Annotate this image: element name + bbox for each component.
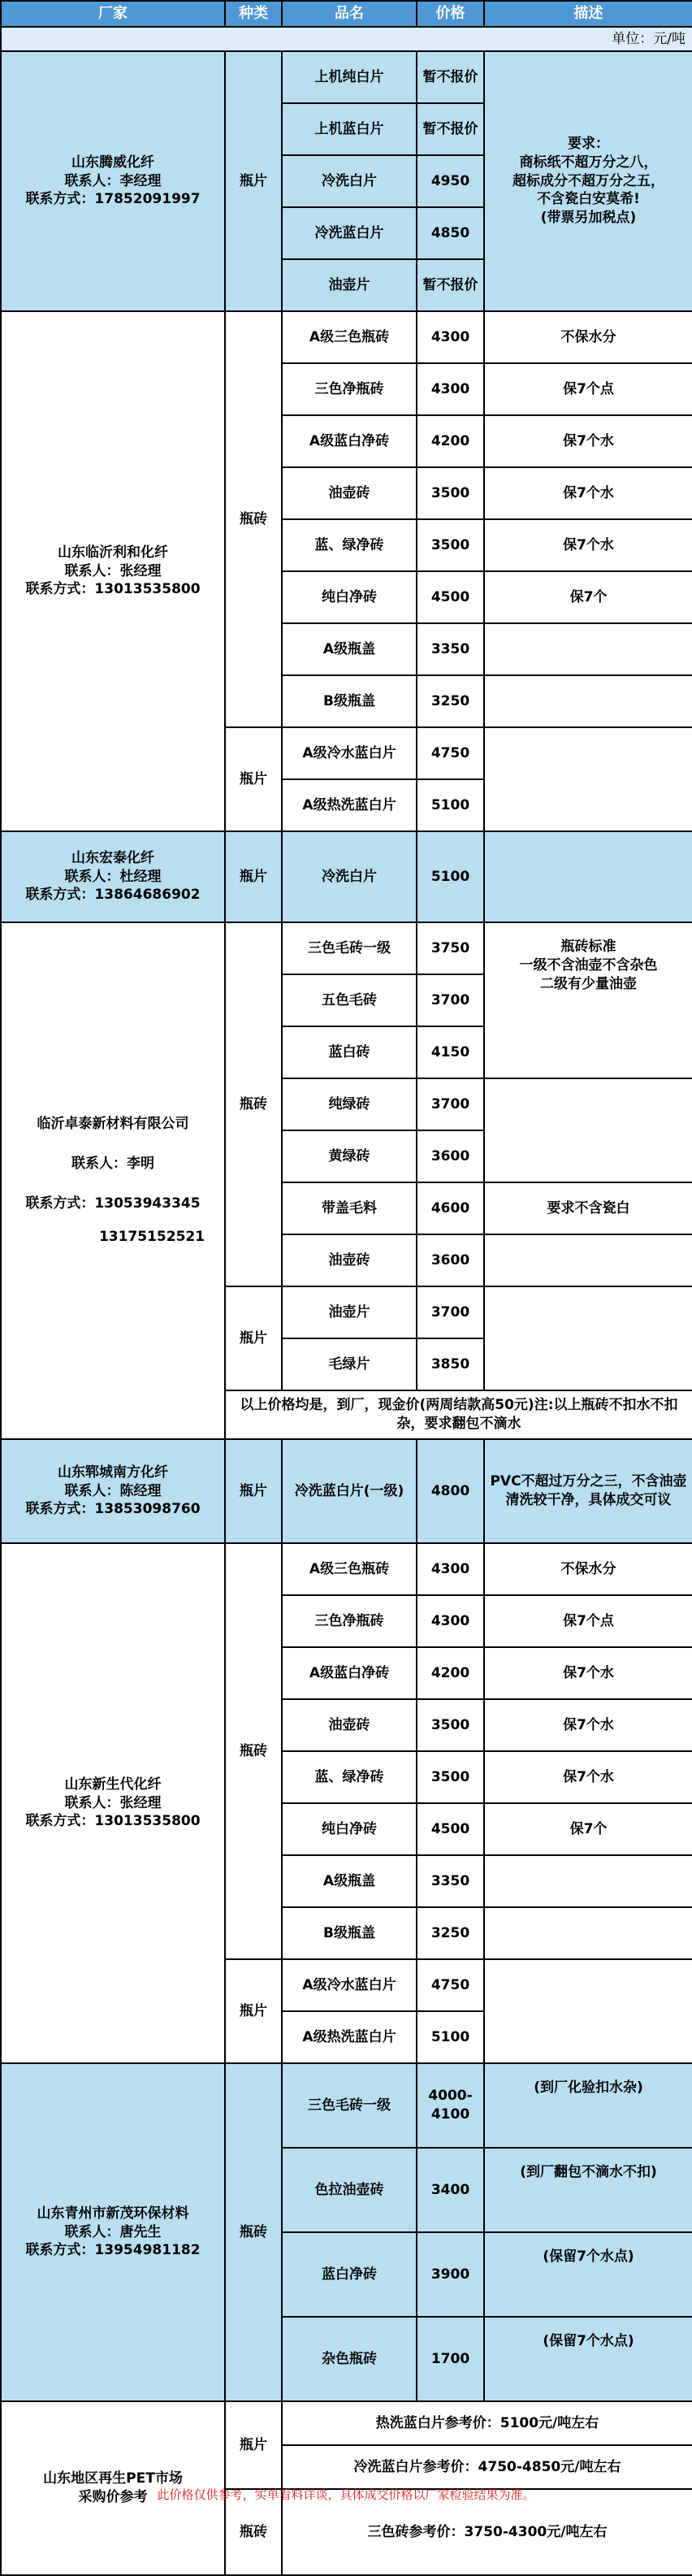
product-price: 4500	[417, 571, 484, 623]
product-price: 3350	[417, 1855, 484, 1907]
type-cell: 瓶砖	[225, 2489, 282, 2575]
product-price: 3600	[417, 1130, 484, 1182]
product-price: 3400	[417, 2148, 484, 2232]
product-price: 暂不报价	[417, 103, 484, 155]
product-desc: 保7个水	[484, 519, 692, 571]
product-price: 3700	[417, 1286, 484, 1338]
product-name: 油壶砖	[282, 1699, 417, 1751]
type-cell: 瓶片	[225, 727, 282, 831]
footer-disclaimer: 此价格仅供参考，实单看料详谈，具体成交价格以厂家检验结果为准。	[157, 2487, 535, 2502]
product-desc: 保7个水	[484, 1699, 692, 1751]
product-desc: 保7个水	[484, 467, 692, 519]
product-price: 3850	[417, 1338, 484, 1390]
product-name: A级冷水蓝白片	[282, 1959, 417, 2011]
product-desc-empty	[484, 1286, 692, 1390]
product-desc-empty	[484, 727, 692, 831]
product-name: A级热洗蓝白片	[282, 779, 417, 831]
header-row	[1, 1, 692, 27]
product-name: 油壶片	[282, 259, 417, 311]
product-price: 3700	[417, 1078, 484, 1130]
product-desc-empty	[484, 1959, 692, 2063]
product-name: 色拉油壶砖	[282, 2148, 417, 2232]
factory-tengwei: 山东腾威化纤 联系人：李经理 联系方式：17852091997	[1, 51, 225, 311]
product-price: 4800	[417, 1439, 484, 1543]
product-name: 蓝、绿净砖	[282, 1751, 417, 1803]
factory-xinmao: 山东青州市新茂环保材料 联系人：唐先生 联系方式：13954981182	[1, 2063, 225, 2401]
type-cell: 瓶片	[225, 2401, 282, 2489]
product-name: 冷洗蓝白片	[282, 207, 417, 259]
product-price: 4200	[417, 1647, 484, 1699]
market-line: 热洗蓝白片参考价：5100元/吨左右	[282, 2401, 692, 2445]
product-price: 4750	[417, 1959, 484, 2011]
product-name: 带盖毛料	[282, 1182, 417, 1234]
product-desc: 保7个	[484, 1803, 692, 1855]
product-name: 蓝、绿净砖	[282, 519, 417, 571]
product-name: 三色净瓶砖	[282, 1595, 417, 1647]
header-desc: 描述	[484, 1, 692, 27]
product-name: 纯白净砖	[282, 571, 417, 623]
factory-efeng: 山东郓城南方化纤 联系人：陈经理 联系方式：13853098760	[1, 1439, 225, 1543]
type-cell: 瓶片	[225, 831, 282, 922]
product-price: 5100	[417, 2011, 484, 2063]
product-price: 暂不报价	[417, 51, 484, 103]
product-name: 五色毛砖	[282, 974, 417, 1026]
product-desc: (保留7个水点)	[484, 2317, 692, 2401]
product-name: 蓝白砖	[282, 1026, 417, 1078]
type-cell: 瓶片	[225, 1439, 282, 1543]
header-price: 价格	[417, 1, 484, 27]
product-name: A级瓶盖	[282, 1855, 417, 1907]
product-price: 3250	[417, 1907, 484, 1959]
product-desc: 要求不含瓷白	[484, 1182, 692, 1234]
factory-liheyi: 山东临沂利和化纤 联系人：张经理 联系方式：13013535800	[1, 311, 225, 831]
product-name: 油壶砖	[282, 467, 417, 519]
type-cell: 瓶砖	[225, 311, 282, 727]
product-price: 3350	[417, 623, 484, 675]
product-price: 5100	[417, 831, 484, 922]
product-desc: 保7个水	[484, 1647, 692, 1699]
desc-tengwei: 要求： 商标纸不超万分之八， 超标成分不超万分之五， 不含瓷白安莫希! (带票另加税点)	[484, 51, 692, 311]
product-desc	[484, 675, 692, 727]
product-desc: (保留7个水点)	[484, 2232, 692, 2317]
table-row	[1, 922, 692, 974]
product-desc-empty	[484, 1234, 692, 1286]
product-price: 3500	[417, 1751, 484, 1803]
type-cell: 瓶砖	[225, 1543, 282, 1959]
table-row	[1, 311, 692, 363]
product-name: 冷洗蓝白片(一级)	[282, 1439, 417, 1543]
factory-name: 临沂卓泰新材料有限公司	[37, 1116, 189, 1133]
product-desc-empty	[484, 831, 692, 922]
product-name: A级三色瓶砖	[282, 1543, 417, 1595]
product-price: 3500	[417, 467, 484, 519]
product-price: 4950	[417, 155, 484, 207]
desc-zhuotai: 瓶砖标准 一级不含油壶不含杂色 二级有少量油壶	[484, 922, 692, 1078]
factory-market: 山东地区再生PET市场 采购价参考	[1, 2401, 225, 2575]
product-desc: PVC不超过万分之三，不含油壶清洗较干净，具体成交可议	[484, 1439, 692, 1543]
product-price: 1700	[417, 2317, 484, 2401]
type-cell: 瓶片	[225, 51, 282, 311]
product-desc: 保7个水	[484, 1751, 692, 1803]
type-cell: 瓶砖	[225, 922, 282, 1286]
product-name: A级蓝白净砖	[282, 415, 417, 467]
type-cell: 瓶片	[225, 1286, 282, 1390]
product-desc: 不保水分	[484, 1543, 692, 1595]
table-row	[1, 1543, 692, 1595]
factory-phone: 联系方式：13053943345	[25, 1195, 201, 1212]
table-row	[1, 51, 692, 103]
product-price: 3250	[417, 675, 484, 727]
product-name: 冷洗白片	[282, 155, 417, 207]
product-price: 4000- 4100	[417, 2063, 484, 2148]
product-name: 三色毛砖一级	[282, 2063, 417, 2148]
product-name: A级三色瓶砖	[282, 311, 417, 363]
product-name: A级冷水蓝白片	[282, 727, 417, 779]
product-desc: 保7个点	[484, 363, 692, 415]
product-name: B级瓶盖	[282, 1907, 417, 1959]
product-desc	[484, 1907, 692, 1959]
product-price: 5100	[417, 779, 484, 831]
product-price: 3500	[417, 1699, 484, 1751]
product-price: 4850	[417, 207, 484, 259]
product-price: 4300	[417, 363, 484, 415]
unit-label: 单位：元/吨	[1, 27, 692, 51]
product-price: 4500	[417, 1803, 484, 1855]
product-price: 4200	[417, 415, 484, 467]
product-desc: 保7个水	[484, 415, 692, 467]
product-name: 油壶砖	[282, 1234, 417, 1286]
product-desc	[484, 623, 692, 675]
table-row	[1, 831, 692, 922]
factory-zhuotai	[1, 922, 225, 1439]
product-name: 三色净瓶砖	[282, 363, 417, 415]
product-name: 纯绿砖	[282, 1078, 417, 1130]
factory-xinsheng: 山东新生代化纤 联系人：张经理 联系方式：13013535800	[1, 1543, 225, 2063]
product-name: 上机蓝白片	[282, 103, 417, 155]
type-cell: 瓶砖	[225, 2063, 282, 2401]
unit-row	[1, 27, 692, 51]
product-price: 4750	[417, 727, 484, 779]
product-price: 3700	[417, 974, 484, 1026]
header-type: 种类	[225, 1, 282, 27]
product-name: A级热洗蓝白片	[282, 2011, 417, 2063]
market-line: 冷洗蓝白片参考价：4750-4850元/吨左右	[282, 2445, 692, 2489]
product-name: 毛绿片	[282, 1338, 417, 1390]
product-name: 蓝白净砖	[282, 2232, 417, 2317]
type-cell: 瓶片	[225, 1959, 282, 2063]
product-name: B级瓶盖	[282, 675, 417, 727]
product-name: 黄绿砖	[282, 1130, 417, 1182]
product-name: 杂色瓶砖	[282, 2317, 417, 2401]
product-desc: (到厂化验扣水杂)	[484, 2063, 692, 2148]
product-price: 4300	[417, 311, 484, 363]
product-price: 暂不报价	[417, 259, 484, 311]
product-name: A级蓝白净砖	[282, 1647, 417, 1699]
product-price: 4150	[417, 1026, 484, 1078]
factory-phone-2: 13175152521	[98, 1228, 205, 1245]
table-row	[1, 1439, 692, 1543]
product-desc: 不保水分	[484, 311, 692, 363]
product-desc: 保7个	[484, 571, 692, 623]
product-name: 纯白净砖	[282, 1803, 417, 1855]
product-price: 3500	[417, 519, 484, 571]
product-price: 3900	[417, 2232, 484, 2317]
product-price: 4300	[417, 1543, 484, 1595]
product-desc	[484, 1855, 692, 1907]
product-price: 3600	[417, 1234, 484, 1286]
product-name: 冷洗白片	[282, 831, 417, 922]
product-desc: (到厂翻包不滴水不扣)	[484, 2148, 692, 2232]
table-row	[1, 2401, 692, 2445]
product-name: A级瓶盖	[282, 623, 417, 675]
table-row	[1, 2063, 692, 2148]
header-factory: 厂家	[1, 1, 225, 27]
header-product: 品名	[282, 1, 417, 27]
zhuotai-note: 以上价格均是，到厂，现金价(两周结款高50元)注:以上瓶砖不扣水不扣杂，要求翻包不滴水	[225, 1390, 692, 1439]
factory-hongtai: 山东宏泰化纤 联系人：杜经理 联系方式：13864686902	[1, 831, 225, 922]
product-name: 油壶片	[282, 1286, 417, 1338]
product-price: 4300	[417, 1595, 484, 1647]
product-desc: 保7个点	[484, 1595, 692, 1647]
product-desc-empty	[484, 1078, 692, 1182]
product-price: 3750	[417, 922, 484, 974]
product-price: 4600	[417, 1182, 484, 1234]
factory-contact: 联系人：李明	[71, 1156, 154, 1173]
product-name: 上机纯白片	[282, 51, 417, 103]
product-name: 三色毛砖一级	[282, 922, 417, 974]
market-line: 三色砖参考价：3750-4300元/吨左右	[282, 2489, 692, 2575]
